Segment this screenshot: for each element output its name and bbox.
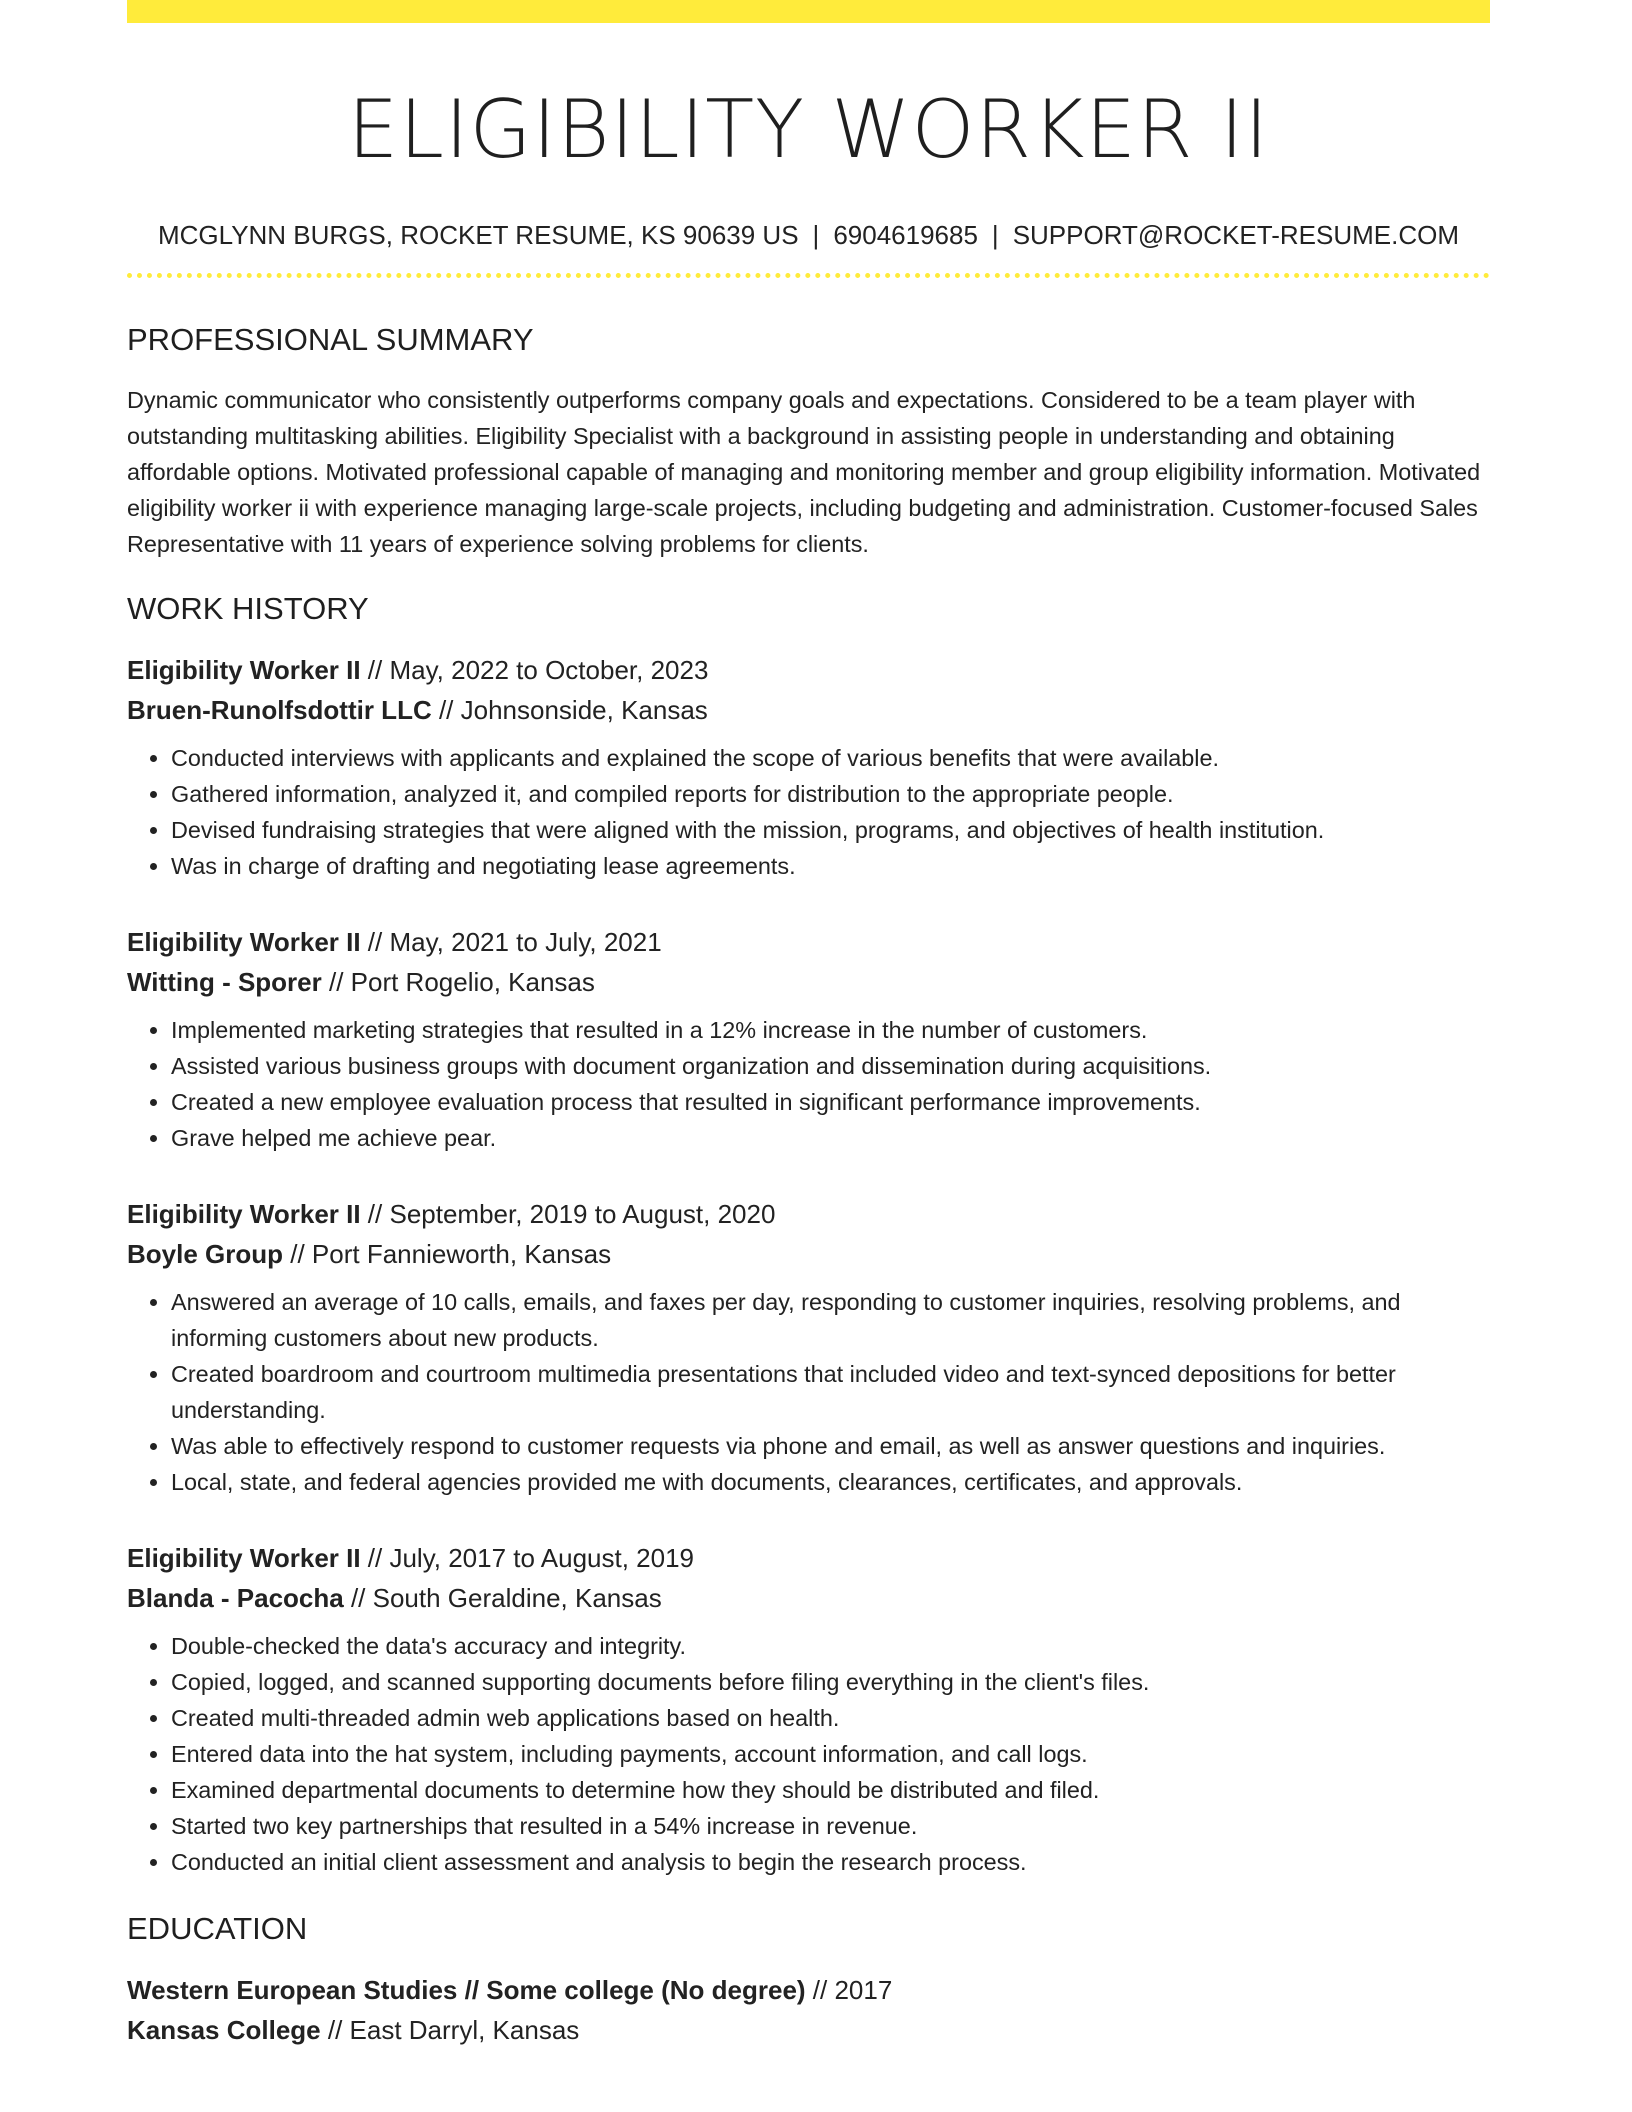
bullet-item: • Entered data into the hat system, including payments, account information, and call logs.: [171, 1736, 1490, 1772]
resume-title: ELIGIBILITY WORKER II: [347, 83, 1270, 176]
job-dates: // May, 2022 to October, 2023: [360, 655, 709, 685]
contact-line: [127, 218, 1490, 252]
job-dates: // September, 2019 to August, 2020: [360, 1199, 776, 1229]
bullet-item: • Started two key partnerships that resulted in a 54% increase in revenue.: [171, 1808, 1490, 1844]
education-degree: Western European Studies // Some college (No degree): [127, 1975, 806, 2005]
job-bullets: [127, 740, 1490, 884]
job-company-line: [127, 690, 1490, 730]
job-company: Boyle Group: [127, 1239, 284, 1269]
job-title-line: [127, 650, 1490, 690]
job-dates: // July, 2017 to August, 2019: [360, 1543, 694, 1573]
bullet-item: • Examined departmental documents to determine how they should be distributed and filed.: [171, 1772, 1490, 1808]
education-year: // 2017: [805, 1975, 893, 2005]
summary-heading: PROFESSIONAL SUMMARY: [127, 322, 534, 357]
job-company: Witting - Sporer: [127, 967, 322, 997]
dotted-divider: [127, 273, 1490, 278]
education-school: Kansas College: [127, 2015, 321, 2045]
job-position: Eligibility Worker II: [127, 1543, 361, 1573]
job-title-line: [127, 1538, 1490, 1578]
job-entry: [127, 1194, 1490, 1500]
job-dates: // May, 2021 to July, 2021: [360, 927, 662, 957]
job-location: // Port Rogelio, Kansas: [321, 967, 595, 997]
contact-phone: 6904619685: [833, 220, 978, 250]
contact-email: SUPPORT@ROCKET-RESUME.COM: [1012, 220, 1459, 250]
job-company: Bruen-Runolfsdottir LLC: [127, 695, 432, 725]
job-position: Eligibility Worker II: [127, 655, 361, 685]
summary-text: Dynamic communicator who consistently outperforms company goals and expectations. Considered to be a team player with outstanding multitasking abilities. Eligibility Specialist with a background in assisting people in understanding and obtaining affordable options. Motivated professional capable of managing and monitoring member and group eligibility information. Motivated eligibility worker ii with experience managing large-scale projects, including budgeting and administration. Customer-focused Sales Representative with 11 years of experience solving problems for clients.: [127, 387, 1481, 557]
education-heading: EDUCATION: [127, 1911, 308, 1946]
education-entry: [127, 1970, 1490, 2050]
job-bullets: [127, 1284, 1490, 1500]
job-title-line: [127, 922, 1490, 962]
job-location: // Johnsonside, Kansas: [431, 695, 708, 725]
bullet-item: • Answered an average of 10 calls, emails, and faxes per day, responding to customer inquiries, resolving problems, and informing customers about new products.: [171, 1284, 1490, 1356]
bullet-item: • Implemented marketing strategies that resulted in a 12% increase in the number of customers.: [171, 1012, 1490, 1048]
bullet-item: • Devised fundraising strategies that were aligned with the mission, programs, and objectives of health institution.: [171, 812, 1490, 848]
job-position: Eligibility Worker II: [127, 1199, 361, 1229]
bullet-item: • Created multi-threaded admin web applications based on health.: [171, 1700, 1490, 1736]
education-degree-line: [127, 1970, 1490, 2010]
job-company-line: [127, 1578, 1490, 1618]
bullet-item: • Created boardroom and courtroom multimedia presentations that included video and text-synced depositions for better understanding.: [171, 1356, 1490, 1428]
contact-separator: |: [991, 220, 999, 250]
work-history-heading: WORK HISTORY: [127, 591, 369, 626]
bullet-item: • Copied, logged, and scanned supporting documents before filing everything in the client's files.: [171, 1664, 1490, 1700]
job-company: Blanda - Pacocha: [127, 1583, 344, 1613]
education-school-line: [127, 2010, 1490, 2050]
education-location: // East Darryl, Kansas: [320, 2015, 580, 2045]
bullet-item: • Assisted various business groups with document organization and dissemination during acquisitions.: [171, 1048, 1490, 1084]
contact-address: MCGLYNN BURGS, ROCKET RESUME, KS 90639 US: [158, 220, 799, 250]
job-entry: [127, 1538, 1490, 1880]
job-company-line: [127, 1234, 1490, 1274]
job-title-line: [127, 1194, 1490, 1234]
contact-separator: |: [812, 220, 820, 250]
resume-content: [127, 0, 1490, 2050]
bullet-item: • Created a new employee evaluation process that resulted in significant performance improvements.: [171, 1084, 1490, 1120]
job-company-line: [127, 962, 1490, 1002]
job-bullets: [127, 1628, 1490, 1880]
job-entry: [127, 922, 1490, 1156]
job-location: // South Geraldine, Kansas: [343, 1583, 662, 1613]
job-location: // Port Fannieworth, Kansas: [283, 1239, 612, 1269]
bullet-item: • Gathered information, analyzed it, and compiled reports for distribution to the appropriate people.: [171, 776, 1490, 812]
bullet-item: • Local, state, and federal agencies provided me with documents, clearances, certificates, and approvals.: [171, 1464, 1490, 1500]
bullet-item: • Was in charge of drafting and negotiating lease agreements.: [171, 848, 1490, 884]
job-position: Eligibility Worker II: [127, 927, 361, 957]
bullet-item: • Double-checked the data's accuracy and integrity.: [171, 1628, 1490, 1664]
job-bullets: [127, 1012, 1490, 1156]
job-entry: [127, 650, 1490, 884]
bullet-item: • Conducted an initial client assessment and analysis to begin the research process.: [171, 1844, 1490, 1880]
bullet-item: • Grave helped me achieve pear.: [171, 1120, 1490, 1156]
bullet-item: • Conducted interviews with applicants and explained the scope of various benefits that were available.: [171, 740, 1490, 776]
bullet-item: • Was able to effectively respond to customer requests via phone and email, as well as answer questions and inquiries.: [171, 1428, 1490, 1464]
